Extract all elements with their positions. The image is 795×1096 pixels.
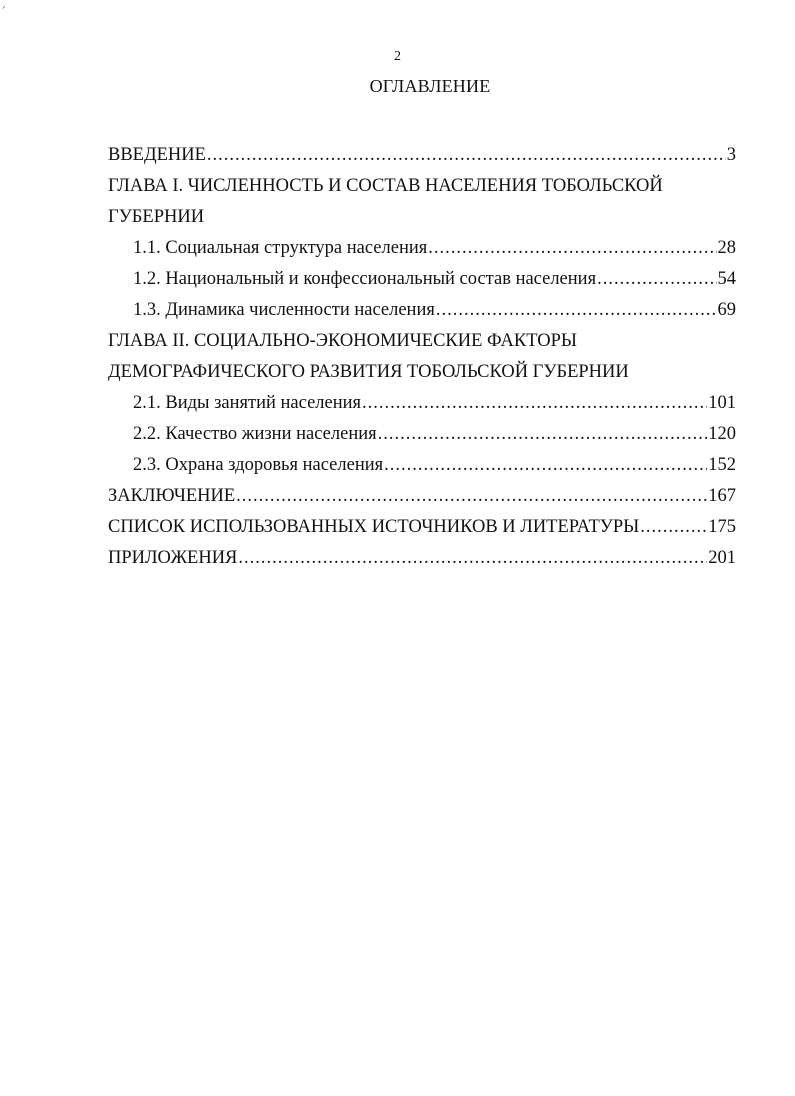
- toc-entry-page: 167: [708, 486, 736, 506]
- toc-leader-dots: [597, 264, 716, 295]
- page-title: ОГЛАВЛЕНИЕ: [369, 76, 491, 96]
- toc-entry-label: 2.1. Виды занятий населения: [133, 393, 362, 413]
- toc-entry-page: 152: [708, 455, 736, 475]
- toc-entry-label: СПИСОК ИСПОЛЬЗОВАННЫХ ИСТОЧНИКОВ И ЛИТЕРАТУРЫ: [108, 517, 640, 537]
- toc-leader-dots: [640, 512, 707, 543]
- toc-leader-dots: [207, 140, 726, 171]
- scan-mark: ᐟ: [2, 4, 6, 14]
- toc-heading-line: ГЛАВА II. СОЦИАЛЬНО-ЭКОНОМИЧЕСКИЕ ФАКТОРЫ: [108, 331, 578, 351]
- toc-entry[interactable]: [108, 140, 736, 171]
- toc-entry[interactable]: [108, 450, 736, 481]
- toc-entry[interactable]: [108, 264, 736, 295]
- toc-entry-page: 101: [708, 393, 736, 413]
- toc-entry-page: 69: [717, 300, 736, 320]
- toc-entry-page: 175: [708, 517, 736, 537]
- toc-leader-dots: [384, 450, 707, 481]
- toc-entry[interactable]: [108, 512, 736, 543]
- table-of-contents: [108, 140, 736, 574]
- toc-entry-page: 54: [717, 269, 736, 289]
- toc-entry[interactable]: [108, 543, 736, 574]
- toc-entry[interactable]: [108, 388, 736, 419]
- toc-leader-dots: [236, 481, 707, 512]
- toc-entry-label: 1.3. Динамика численности населения: [133, 300, 435, 320]
- toc-entry[interactable]: [108, 295, 736, 326]
- toc-entry-label: 1.1. Социальная структура населения: [133, 238, 428, 258]
- toc-entry-page: 201: [708, 548, 736, 568]
- toc-entry-label: 1.2. Национальный и конфессиональный состав населения: [133, 269, 597, 289]
- toc-heading-line: ДЕМОГРАФИЧЕСКОГО РАЗВИТИЯ ТОБОЛЬСКОЙ ГУБЕРНИИ: [108, 362, 629, 382]
- toc-entry-label: ВВЕДЕНИЕ: [108, 145, 206, 165]
- toc-entry-label: 2.3. Охрана здоровья населения: [133, 455, 384, 475]
- toc-entry-page: 28: [717, 238, 736, 258]
- toc-leader-dots: [436, 295, 717, 326]
- toc-entry-label: 2.2. Качество жизни населения: [133, 424, 377, 444]
- toc-entry-label: ЗАКЛЮЧЕНИЕ: [108, 486, 236, 506]
- toc-entry[interactable]: [108, 419, 736, 450]
- toc-heading-line: ГЛАВА I. ЧИСЛЕННОСТЬ И СОСТАВ НАСЕЛЕНИЯ ТОБОЛЬСКОЙ: [108, 176, 663, 196]
- toc-leader-dots: [238, 543, 707, 574]
- toc-leader-dots: [428, 233, 716, 264]
- toc-entry-page: 3: [726, 145, 736, 165]
- toc-leader-dots: [362, 388, 707, 419]
- toc-entry[interactable]: [108, 481, 736, 512]
- toc-heading-line: ГУБЕРНИИ: [108, 207, 205, 227]
- toc-leader-dots: [378, 419, 708, 450]
- toc-entry-page: 120: [708, 424, 736, 444]
- toc-entry[interactable]: [108, 233, 736, 264]
- toc-entry-label: ПРИЛОЖЕНИЯ: [108, 548, 238, 568]
- page-number: 2: [394, 49, 401, 64]
